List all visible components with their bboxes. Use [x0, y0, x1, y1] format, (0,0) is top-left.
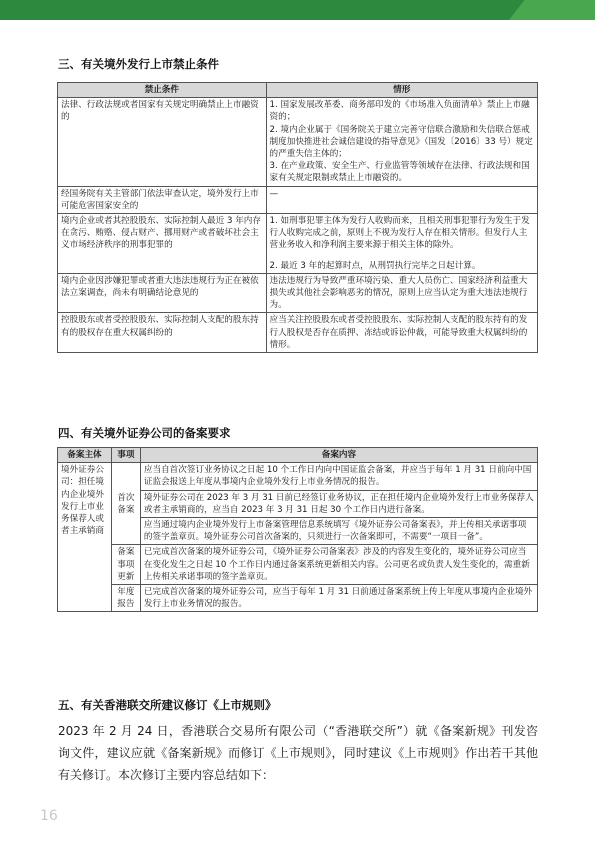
section3-title: 三、有关境外发行上市禁止条件 [58, 57, 219, 71]
table-row [58, 545, 538, 585]
table-header-row [58, 83, 538, 98]
item-cell: 首次备案 [111, 463, 140, 545]
content-cell: 应当通过境内企业境外发行上市备案管理信息系统填写《境外证券公司备案表》，并上传相关承诺事项的签字盖章页。境外证券公司首次备案的，只须进行一次备案即可，不需要“一项目一备”。 [140, 518, 537, 545]
situation-cell [266, 214, 537, 274]
item-cell: 备案事项更新 [111, 545, 140, 585]
content-cell: 境外证券公司在 2023 年 3 月 31 日前已经签订业务协议，正在担任境内企业境外发行上市业务保荐人或者主承销商的，应当自 2023 年 3 月 31 日起 30 个工作日内进行备案。 [140, 490, 537, 517]
table-row [58, 463, 538, 490]
condition-cell: 经国务院有关主管部门依法审查认定，境外发行上市可能危害国家安全的 [58, 186, 267, 213]
page-number: 16 [40, 808, 58, 824]
condition-cell: 法律、行政法规或者国家有关规定明确禁止上市融资的 [58, 98, 267, 186]
condition-cell: 控股股东或者受控股股东、实际控制人支配的股东持有的股权存在重大权属纠纷的 [58, 313, 267, 353]
situation-cell: 1. 国家发展改革委、商务部印发的《市场准入负面清单》禁止上市融资的； 2. 境内企业属于《国务院关于建立完善守信联合激励和失信联合惩戒制度加快推进社会诚信建设的指导意见》（国发〔2016〕33 号）规定的严重失信主体的； 3. 在产业政策、安全生产、行业监管等领域存在法律、行政法规和国家有关规定限制或禁止上市融资的。 [266, 98, 537, 186]
header-accent [509, 0, 595, 20]
content-cell: 已完成首次备案的境外证券公司，《境外证券公司备案表》涉及的内容发生变化的，境外证券公司应当在变化发生之日起 10 个工作日内通过备案系统更新相关内容。公司更名或负责人发生变化的，需重新上传相关承诺事项的签字盖章页。 [140, 545, 537, 585]
table-row [58, 273, 538, 313]
table-row [58, 98, 538, 186]
section5-title: 五、有关香港联交所建议修订《上市规则》 [58, 698, 277, 712]
section4-title: 四、有关境外证券公司的备案要求 [58, 426, 231, 440]
situation-cell: — [266, 186, 537, 213]
table-row [58, 313, 538, 353]
situation-text: 2. 最近 3 年的起算时点，从刑罚执行完毕之日起计算。 [269, 260, 481, 271]
content-cell: 已完成首次备案的境外证券公司，应当于每年 1 月 31 日前通过备案系统上传上年度从事境内企业境外发行上市业务情况的报告。 [140, 585, 537, 612]
table-row [58, 585, 538, 612]
prohibition-table [57, 82, 538, 353]
table-header-row [58, 448, 538, 463]
column-header: 事项 [111, 448, 140, 463]
filing-table [57, 447, 538, 612]
body-paragraph: 2023 年 2 月 24 日，香港联合交易所有限公司（“香港联交所”）就《备案新规》刊发咨询文件，建议应就《备案新规》而修订《上市规则》，同时建议《上市规则》作出若干其他有关修订。本次修订主要内容总结如下： [58, 724, 538, 782]
header-band [0, 0, 595, 20]
column-header: 情形 [266, 83, 537, 98]
situation-cell: 违法违规行为导致严重环境污染、重大人员伤亡、国家经济利益重大损失或其他社会影响恶劣的情况，原则上应当认定为重大违法违规行为。 [266, 273, 537, 313]
situation-cell: 应当关注控股股东或者受控股股东、实际控制人支配的股东持有的发行人股权是否存在质押、冻结或诉讼仲裁，可能导致重大权属纠纷的情形。 [266, 313, 537, 353]
condition-cell: 境内企业或者其控股股东、实际控制人最近 3 年内存在贪污、贿赂、侵占财产、挪用财产或者破坏社会主义市场经济秩序的刑事犯罪的 [58, 214, 267, 274]
condition-cell: 境内企业因涉嫌犯罪或者重大违法违规行为正在被依法立案调查，尚未有明确结论意见的 [58, 273, 267, 313]
filing-subject-cell: 境外证券公司：担任境内企业境外发行上市业务保荐人或者主承销商 [58, 463, 112, 612]
content-cell: 应当自首次签订业务协议之日起 10 个工作日内向中国证监会备案，并应当于每年 1 月 31 日前向中国证监会报送上年度从事境内企业境外发行上市业务情况的报告。 [140, 463, 537, 490]
column-header: 备案内容 [140, 448, 537, 463]
column-header: 备案主体 [58, 448, 112, 463]
situation-text: 1. 如刑事犯罪主体为发行人收购而来，且相关刑事犯罪行为发生于发行人收购完成之前，原则上不视为发行人存在相关情形。但发行人主营业务收入和净利润主要来源于相关主体的除外。 [269, 216, 530, 251]
table-row [58, 214, 538, 274]
table-row [58, 186, 538, 213]
item-cell: 年度报告 [111, 585, 140, 612]
column-header: 禁止条件 [58, 83, 267, 98]
